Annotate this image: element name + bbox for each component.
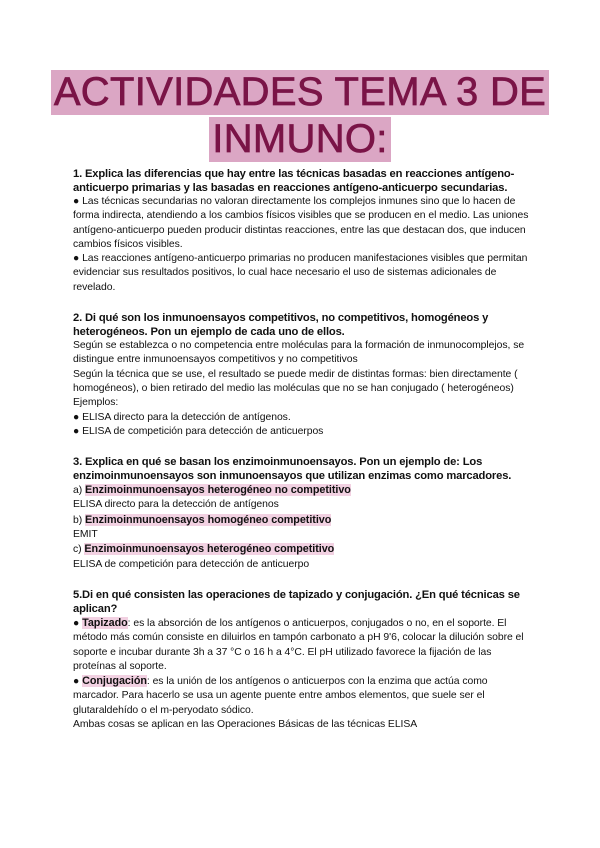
tapizado-highlight: Tapizado: [82, 616, 128, 629]
answer-3-item-c-text: ELISA de competición para detección de anticuerpo: [73, 558, 310, 570]
answer-2-paragraph-1: Según se establezca o no competencia entre moléculas para la formación de inmunocomplejos, se distingue entre inmunoensayos competitivos y no competitivos: [73, 340, 525, 366]
answer-2-examples-label: Ejemplos:: [73, 397, 119, 409]
item-a-prefix: a): [73, 485, 85, 497]
item-c-prefix: c): [73, 544, 85, 556]
question-2: 2. Di qué son los inmunoensayos competitivos, no competitivos, homogéneos y heterogéneos. Pon un ejemplo de cada uno de ellos.: [73, 312, 489, 339]
answer-3-item-c: [73, 542, 533, 557]
conjugacion-highlight: Conjugación: [82, 675, 147, 688]
question-3: 3. Explica en qué se basan los enzimoinmunoensayos. Pon un ejemplo de: Los enzimoinmunoensayos son inmunoensayos que utilizan enzimas como marcadores.: [73, 456, 512, 483]
tapizado-bullet: ●: [73, 617, 83, 629]
answer-1-paragraph-1: ● Las técnicas secundarias no valoran directamente los complejos inmunes sino que lo hacen de forma indirecta, atendiendo a los cambios físicos visibles que se producen en el medio. Las uniones antígeno-anticuerpo pueden producir distintas reacciones, entre las que destacan dos, que inducen cambios físicos visibles.: [73, 196, 529, 250]
answer-2-example-2: ● ELISA de competición para detección de anticuerpos: [73, 425, 324, 437]
answer-5-tapizado: [73, 616, 533, 674]
answer-3-item-a: [73, 483, 533, 498]
item-a-highlight: Enzimoinmunoensayos heterogéneo no competitivo: [84, 484, 351, 497]
answer-3-item-a-text: ELISA directo para la detección de antígenos: [73, 499, 279, 511]
question-1: 1. Explica las diferencias que hay entre las técnicas basadas en reacciones antígeno-anticuerpo primarias y las basadas en reacciones antígeno-anticuerpo secundarias.: [73, 168, 515, 194]
section-1: [73, 167, 533, 295]
document-body: [73, 167, 533, 748]
document-title: [0, 0, 600, 162]
item-b-highlight: Enzimoinmunoensayos homogéneo competitivo: [84, 513, 332, 526]
answer-2-example-1: ● ELISA directo para la detección de antígenos.: [73, 411, 291, 423]
conjugacion-text: : es la unión de los antígenos o anticuerpos con la enzima que actúa como marcador. Para hacerlo se usa un agente puente entre ambos elementos, que suele ser el glutaraldehído o el m-peryodato sódico.: [73, 676, 488, 716]
answer-3-item-b-text: EMIT: [73, 529, 98, 541]
answer-5-conjugacion: [73, 674, 533, 718]
question-5: 5.Di en qué consisten las operaciones de tapizado y conjugación. ¿En qué técnicas se aplican?: [73, 588, 520, 615]
item-b-prefix: b): [73, 514, 85, 526]
section-3: [73, 455, 533, 572]
section-5: [73, 588, 533, 732]
item-c-highlight: Enzimoinmunoensayos heterogéneo competitivo: [84, 543, 335, 556]
answer-1-paragraph-2: ● Las reacciones antígeno-anticuerpo primarias no producen manifestaciones visibles que permitan evidenciar sus resultados positivos, lo cual hace necesario el uso de sistemas adicionales de revelado.: [73, 253, 528, 293]
title-line-1: ACTIVIDADES TEMA 3 DE: [51, 70, 549, 115]
answer-3-item-b: [73, 513, 533, 528]
conjugacion-bullet: ●: [73, 676, 83, 688]
tapizado-text: : es la absorción de los antígenos o anticuerpos, conjugados o no, en el soporte. El método más común consiste en diluirlos en tampón carbonato a pH 9'6, colocar la dilución sobre el soporte e incubar durante 3h a 37 °C o 16 h a 4°C. El pH utilizado favorece la fijación de las proteínas al soporte.: [73, 617, 524, 672]
answer-5-closing: Ambas cosas se aplican en las Operaciones Básicas de las técnicas ELISA: [73, 719, 418, 731]
answer-2-paragraph-2: Según la técnica que se use, el resultado se puede medir de distintas formas: bien directamente ( homogéneos), o bien retirado del medio las moléculas que no se han conjugado ( heterogéneos): [73, 368, 518, 394]
section-2: [73, 311, 533, 439]
title-line-2: INMUNO:: [209, 117, 390, 162]
